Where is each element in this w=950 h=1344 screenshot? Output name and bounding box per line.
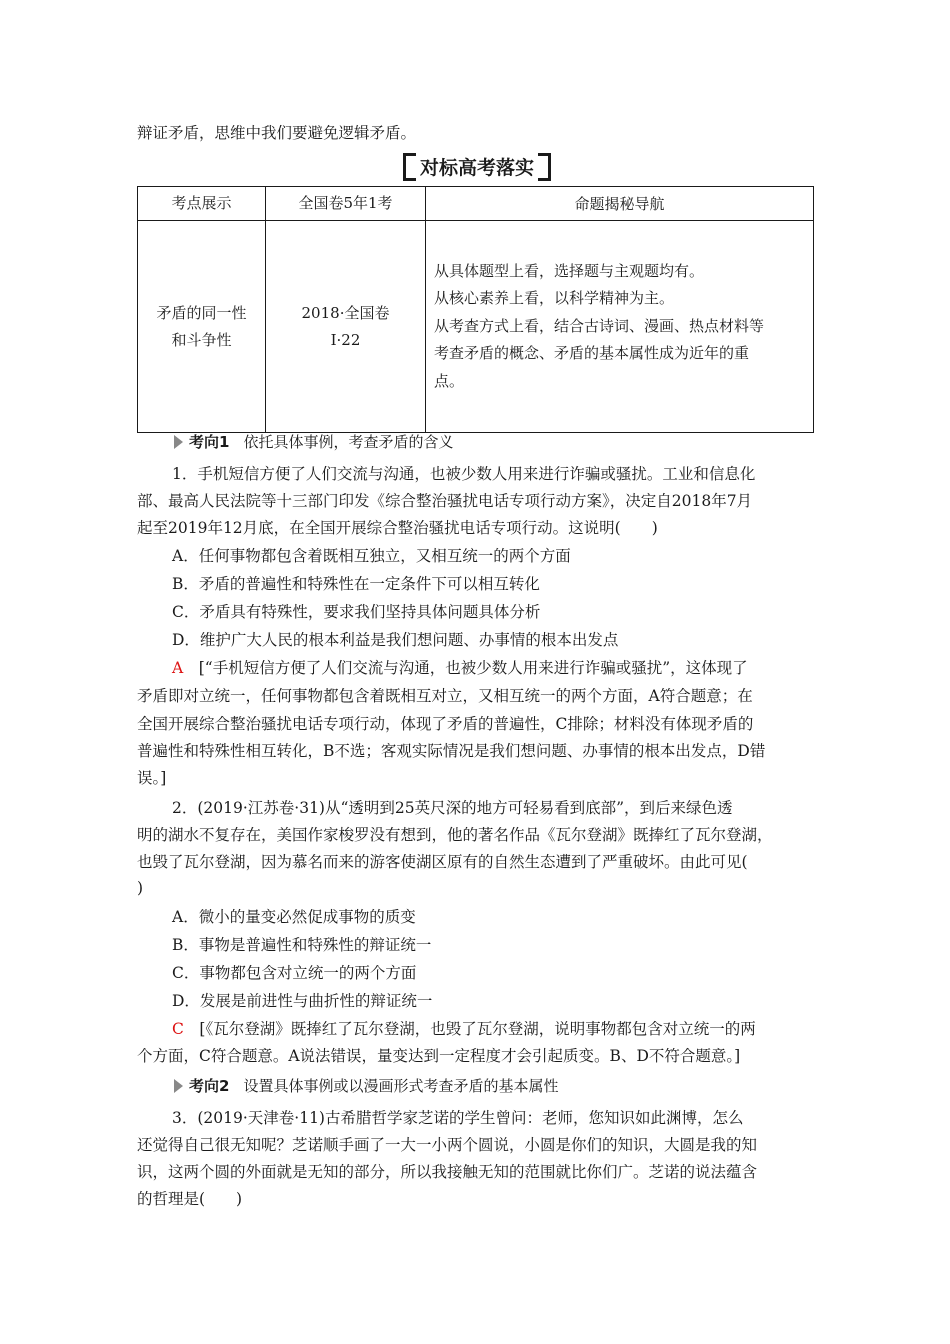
- q3-line: 识，这两个圆的外面就是无知的部分，所以我接触无知的范围就比你们广。芝诺的说法蕴含: [137, 1163, 758, 1181]
- exam-table: [137, 186, 814, 433]
- q1-explain-line: 矛盾即对立统一，任何事物都包含着既相互对立，又相互统一的两个方面，A符合题意；在: [137, 687, 753, 705]
- kaoxiang-text: 依托具体事例，考查矛盾的含义: [243, 433, 454, 451]
- header-cell: 全国卷5年1考: [266, 187, 426, 221]
- q1-line: 起至2019年12月底，在全国开展综合整治骚扰电话专项行动。这说明( ): [137, 519, 658, 537]
- q2-option-b: B．事物是普遍性和特殊性的辩证统一: [172, 936, 432, 954]
- q1-line: 1．手机短信方便了人们交流与沟通，也被少数人用来进行诈骗或骚扰。工业和信息化: [172, 465, 756, 483]
- q1-option-d: D．维护广大人民的根本利益是我们想问题、办事情的根本出发点: [172, 631, 619, 649]
- q1-explain-text: [“手机短信方便了人们交流与沟通，也被少数人用来进行诈骗或骚扰”，这体现了: [198, 659, 748, 677]
- triangle-marker-icon: [174, 1079, 183, 1093]
- guide-cell: [426, 221, 814, 433]
- kaoxiang-label: 考向1: [189, 433, 230, 451]
- guide-line: 考查矛盾的概念、矛盾的基本属性成为近年的重: [434, 344, 750, 363]
- q1-option-c: C．矛盾具有特殊性，要求我们坚持具体问题具体分析: [172, 603, 541, 621]
- q1-explain-line: 误。]: [137, 769, 167, 787]
- section-title: [387, 153, 567, 183]
- q2-line: 2．(2019·江苏卷·31)从“透明到25英尺深的地方可轻易看到底部”，到后来绿色透: [172, 799, 733, 817]
- section-title-text: 对标高考落实: [419, 157, 534, 179]
- guide-line: 从核心素养上看，以科学精神为主。: [434, 289, 675, 308]
- kaoxiang-label: 考向2: [189, 1077, 230, 1095]
- q1-explain-line: 全国开展综合整治骚扰电话专项行动，体现了矛盾的普遍性，C排除；材料没有体现矛盾的: [137, 715, 754, 733]
- q1-explain-line: 普遍性和特殊性相互转化，B不选；客观实际情况是我们想问题、办事情的根本出发点，D错: [137, 742, 766, 760]
- q1-explanation-first: [172, 657, 748, 679]
- kaoxiang-1-heading: [174, 431, 453, 453]
- q2-option-c: C．事物都包含对立统一的两个方面: [172, 964, 417, 982]
- table-header-row: [138, 187, 814, 221]
- q1-option-b: B．矛盾的普遍性和特殊性在一定条件下可以相互转化: [172, 575, 540, 593]
- topic-line: 矛盾的同一性: [156, 303, 247, 322]
- q2-explanation-first: [172, 1018, 756, 1040]
- q1-option-a: A．任何事物都包含着既相互独立，又相互统一的两个方面: [172, 547, 571, 565]
- table-row: [138, 221, 814, 433]
- guide-line: 从考查方式上看，结合古诗词、漫画、热点材料等: [434, 316, 765, 335]
- topic-cell: [138, 221, 266, 433]
- guide-line: 从具体题型上看，选择题与主观题均有。: [434, 261, 705, 280]
- kaoxiang-2-heading: [174, 1075, 558, 1097]
- q2-option-a: A．微小的量变必然促成事物的质变: [172, 908, 416, 926]
- right-bracket-icon: [538, 153, 551, 181]
- q2-option-d: D．发展是前进性与曲折性的辩证统一: [172, 992, 433, 1010]
- q3-line: 3．(2019·天津卷·11)古希腊哲学家芝诺的学生曾问：老师，您知识如此渊博，怎么: [172, 1109, 744, 1127]
- exam-line: 2018·全国卷: [301, 303, 390, 322]
- q2-explain-text: [《瓦尔登湖》既捧红了瓦尔登湖，也毁了瓦尔登湖，说明事物都包含对立统一的两: [199, 1020, 756, 1038]
- q2-explain-line: 个方面，C符合题意。A说法错误，量变达到一定程度才会引起质变。B、D不符合题意。]: [137, 1047, 741, 1065]
- q2-line: ): [137, 879, 144, 897]
- guide-line: 点。: [434, 371, 465, 390]
- topic-line: 和斗争性: [171, 330, 232, 349]
- kaoxiang-text: 设置具体事例或以漫画形式考查矛盾的基本属性: [243, 1077, 559, 1095]
- exam-line: Ⅰ·22: [330, 330, 361, 349]
- q2-line: 明的湖水不复存在，美国作家梭罗没有想到，他的著名作品《瓦尔登湖》既捧红了瓦尔登湖，: [137, 826, 773, 844]
- q1-line: 部、最高人民法院等十三部门印发《综合整治骚扰电话专项行动方案》，决定自2018年7月: [137, 492, 753, 510]
- q3-line: 还觉得自己很无知呢？芝诺顺手画了一大一小两个圆说，小圆是你们的知识，大圆是我的知: [137, 1136, 758, 1154]
- q1-answer: A: [172, 659, 184, 677]
- header-cell: 考点展示: [138, 187, 266, 221]
- left-bracket-icon: [403, 153, 416, 181]
- triangle-marker-icon: [174, 435, 183, 449]
- q3-line: 的哲理是( ): [137, 1190, 243, 1208]
- exam-cell: [266, 221, 426, 433]
- intro-line: 辩证矛盾，思维中我们要避免逻辑矛盾。: [137, 124, 417, 142]
- header-cell: 命题揭秘导航: [426, 187, 814, 221]
- q2-line: 也毁了瓦尔登湖，因为慕名而来的游客使湖区原有的自然生态遭到了严重破坏。由此可见(: [137, 853, 748, 871]
- q2-answer: C: [172, 1020, 184, 1038]
